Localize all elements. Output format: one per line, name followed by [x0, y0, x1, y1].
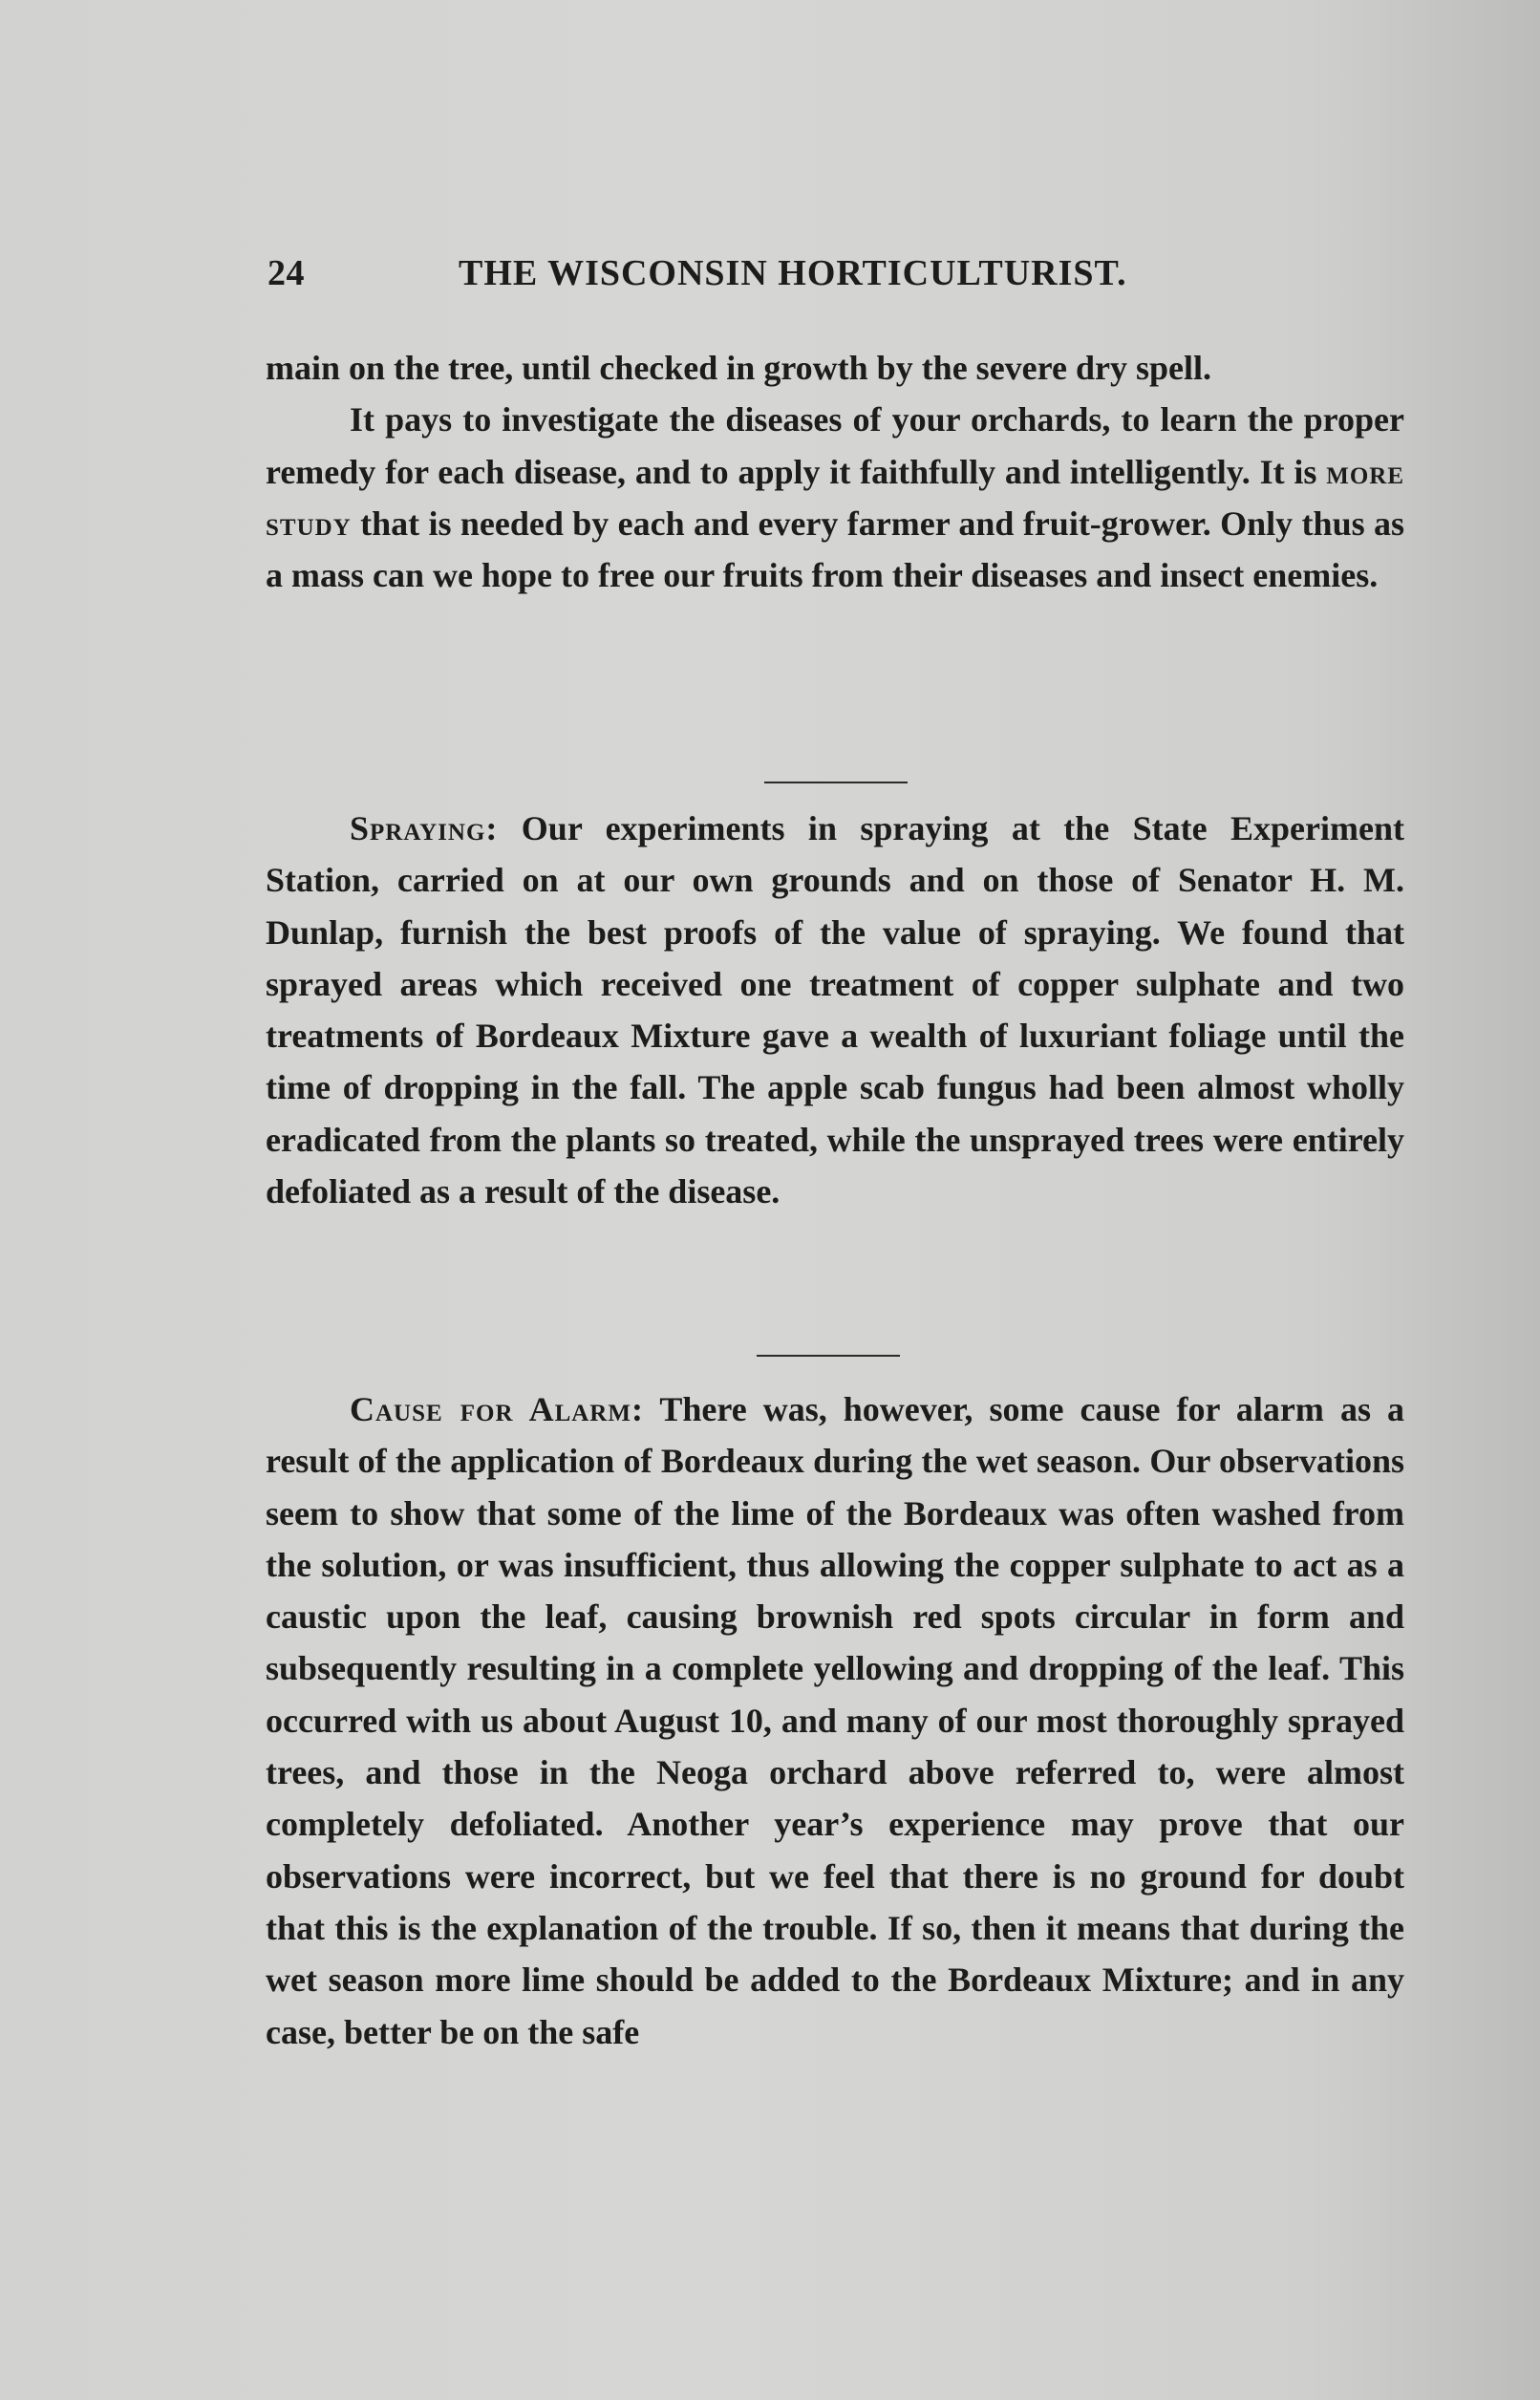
page-number: 24: [267, 253, 305, 293]
page-header: [267, 252, 1234, 300]
heading-spraying: Spraying:: [350, 809, 499, 847]
text-block-spraying: [266, 803, 1404, 1217]
paragraph-investigate: [266, 394, 1404, 601]
paragraph-alarm-text: There was, however, some cause for alarm as a result of the application of Bordeaux during the wet season. Our observations seem to show that some of the lime of the Bordeaux was often washed from the solution, or was insufficient, thus allowing the copper sulphate to act as a caustic upon the leaf, causing brownish red spots circular in form and subsequently resulting in a complete yellowing and dropping of the leaf. This occurred with us about August 10, and many of our most thoroughly sprayed trees, and those in the Neoga orchard above referred to, were almost completely defoliated. Another year’s experience may prove that our observations were incorrect, but we feel that there is no ground for doubt that this is the explanation of the trouble. If so, then it means that during the wet season more lime should be added to the Bordeaux Mixture; and in any case, better be on the safe: [266, 1390, 1404, 2051]
running-title: THE WISCONSIN HORTICULTURIST.: [459, 253, 1127, 293]
heading-cause-for-alarm: Cause for Alarm:: [350, 1390, 644, 1428]
paragraph-continuation: main on the tree, until checked in growth by the severe dry spell.: [266, 349, 1211, 387]
emphasis-more-study: more study: [266, 452, 1404, 543]
section-divider-2: [757, 1355, 900, 1357]
text-block-alarm: [266, 1383, 1404, 2058]
text-block-intro: [266, 342, 1404, 601]
paragraph-alarm: [266, 1383, 1404, 2058]
section-divider-1: [764, 782, 908, 783]
paragraph-spraying-text: Our experiments in spraying at the State Experiment Station, carried on at our own grounds and on those of Senator H. M. Dunlap, furnish the best proofs of the value of spraying. We found that sprayed areas which received one treatment of copper sulphate and two treatments of Bordeaux Mixture gave a wealth of luxuriant foliage until the time of dropping in the fall. The apple scab fungus had been almost wholly eradicated from the plants so treated, while the unsprayed trees were entirely defoliated as a result of the disease.: [266, 809, 1404, 1211]
paragraph-investigate-text-a: It pays to investigate the diseases of your orchards, to learn the proper remedy for each disease, and to apply it faithfully and intelligently. It is: [266, 400, 1404, 491]
paragraph-investigate-text-b: that is needed by each and every farmer and fruit-grower. Only thus as a mass can we hope to free our fruits from their diseases and insect enemies.: [266, 504, 1404, 595]
paragraph-spraying: [266, 803, 1404, 1217]
